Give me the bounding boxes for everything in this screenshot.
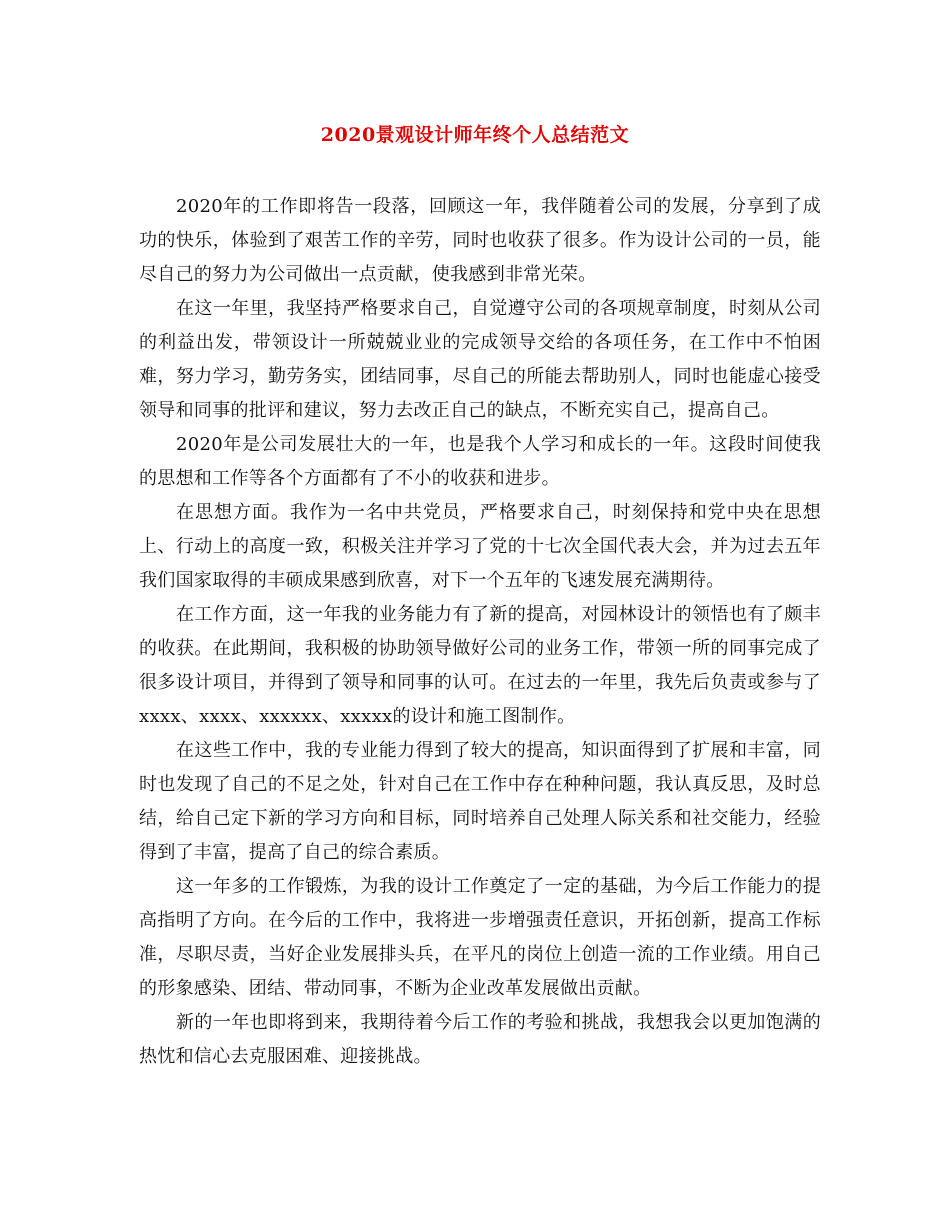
paragraph: 在这一年里，我坚持严格要求自己，自觉遵守公司的各项规章制度，时刻从公司的利益出发，带领设计一所兢兢业业的完成领导交给的各项任务，在工作中不怕困难，努力学习，勤劳务实，团结同事，尽自己的所能去帮助别人，同时也能虚心接受领导和同事的批评和建议，努力去改正自己的缺点，不断充实自己，提高自己。 bbox=[139, 298, 821, 421]
paragraph: 在工作方面，这一年我的业务能力有了新的提高，对园林设计的领悟也有了颇丰的收获。在此期间，我积极的协助领导做好公司的业务工作，带领一所的同事完成了很多设计项目，并得到了领导和同事的认可。在过去的一年里，我先后负责或参与了xxxx、xxxx、xxxxxx、xxxxx的设计和施工图制作。 bbox=[139, 604, 821, 727]
paragraph: 2020年的工作即将告一段落，回顾这一年，我伴随着公司的发展，分享到了成功的快乐，体验到了艰苦工作的辛劳，同时也收获了很多。作为设计公司的一员，能尽自己的努力为公司做出一点贡献，使我感到非常光荣。 bbox=[139, 196, 821, 285]
paragraph: 新的一年也即将到来，我期待着今后工作的考验和挑战，我想我会以更加饱满的热忱和信心去克服困难、迎接挑战。 bbox=[139, 1012, 821, 1067]
paragraph: 在思想方面。我作为一名中共党员，严格要求自己，时刻保持和党中央在思想上、行动上的高度一致，积极关注并学习了党的十七次全国代表大会，并为过去五年我们国家取得的丰硕成果感到欣喜，对下一个五年的飞速发展充满期待。 bbox=[139, 502, 821, 591]
paragraph: 在这些工作中，我的专业能力得到了较大的提高，知识面得到了扩展和丰富，同时也发现了自己的不足之处，针对自己在工作中存在种种问题，我认真反思，及时总结，给自己定下新的学习方向和目标，同时培养自己处理人际关系和社交能力，经验得到了丰富，提高了自己的综合素质。 bbox=[139, 740, 821, 863]
paragraph: 2020年是公司发展壮大的一年，也是我个人学习和成长的一年。这段时间使我的思想和工作等各个方面都有了不小的收获和进步。 bbox=[139, 434, 821, 489]
document-title: 2020景观设计师年终个人总结范文 bbox=[320, 124, 630, 146]
paragraph: 这一年多的工作锻炼，为我的设计工作奠定了一定的基础，为今后工作能力的提高指明了方向。在今后的工作中，我将进一步增强责任意识，开拓创新，提高工作标准，尽职尽责，当好企业发展排头兵，在平凡的岗位上创造一流的工作业绩。用自己的形象感染、团结、带动同事，不断为企业改革发展做出贡献。 bbox=[139, 876, 821, 999]
document-body bbox=[139, 190, 821, 1074]
